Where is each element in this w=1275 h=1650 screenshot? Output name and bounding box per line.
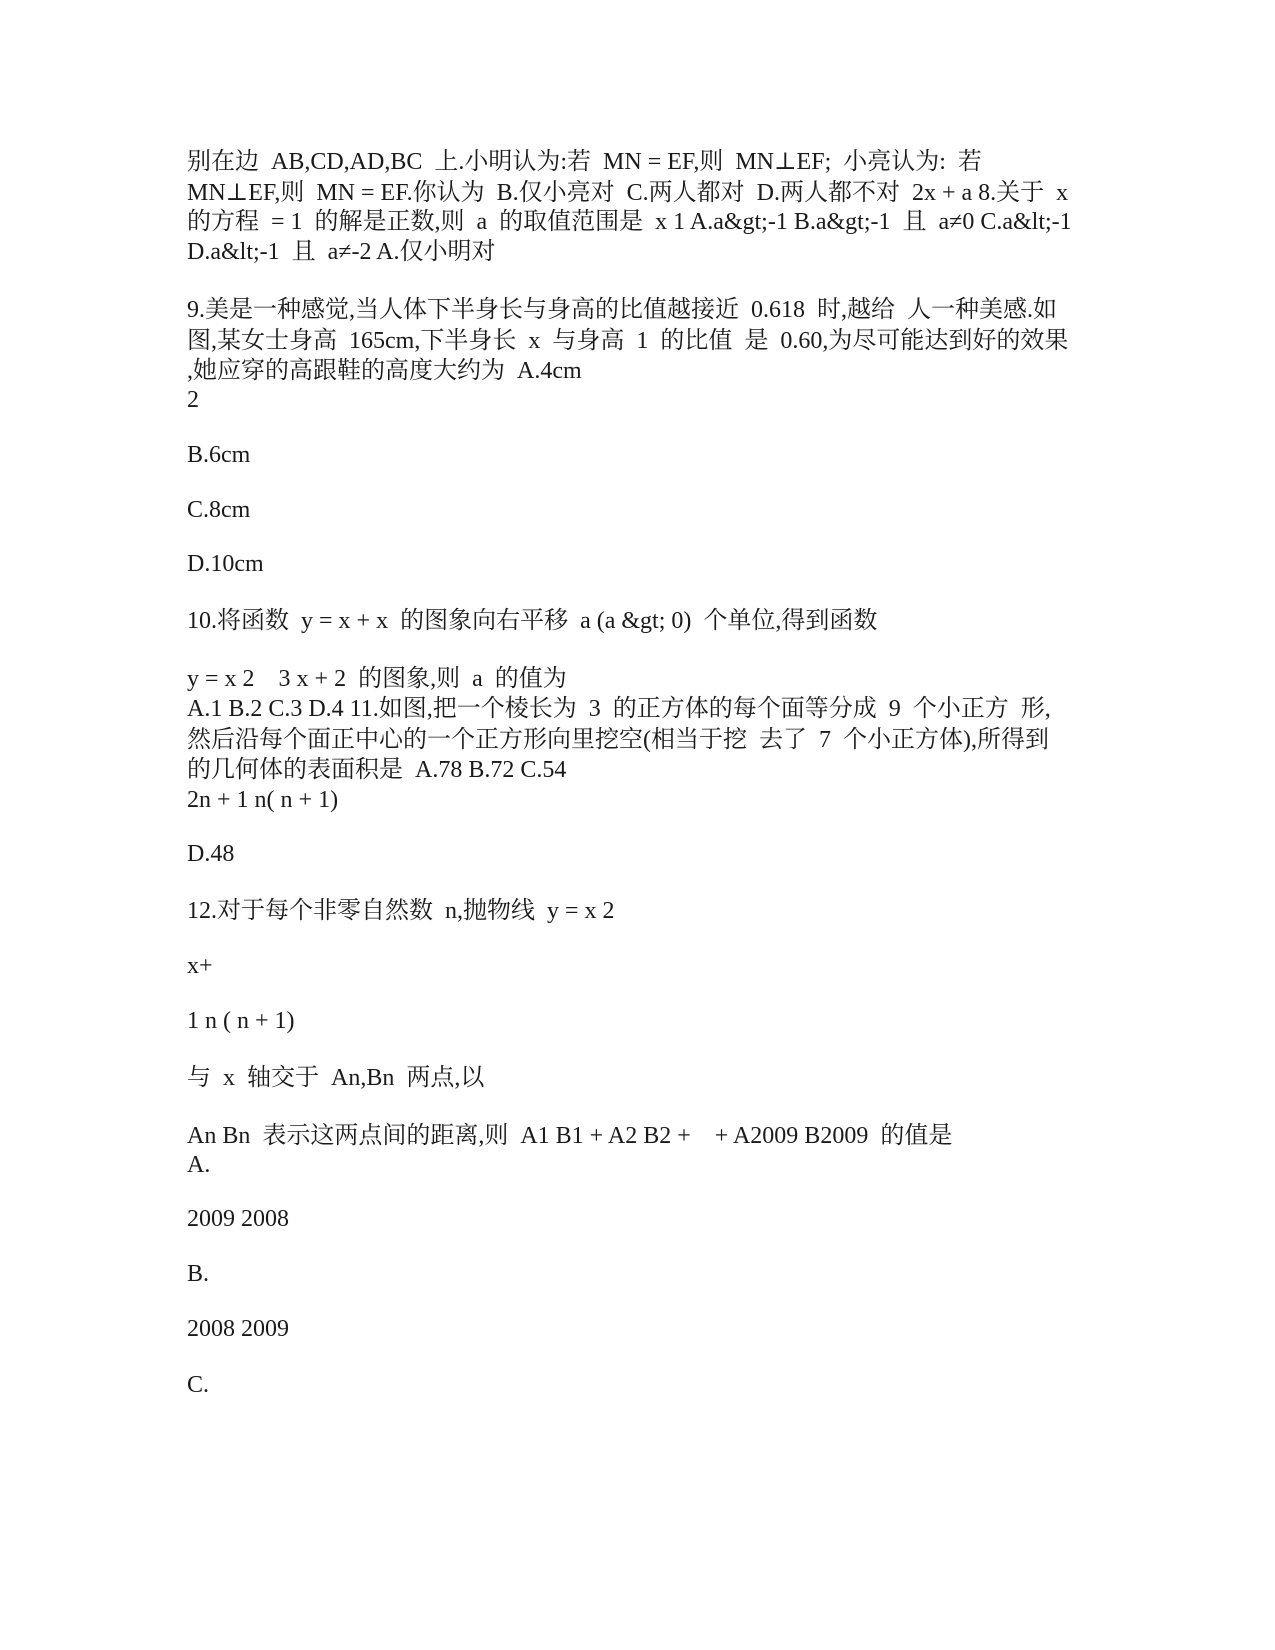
text-line: MN⊥EF,则 MN = EF.你认为 B.仅小亮对 C.两人都对 D.两人都不对 2x + a 8.关于 x (187, 180, 1069, 206)
text-line: 别在边 AB,CD,AD,BC 上.小明认为:若 MN = EF,则 MN⊥EF; 小亮认为: 若 (187, 149, 982, 175)
text-line: 的方程 = 1 的解是正数,则 a 的取值范围是 x 1 A.a&gt;-1 B.a&gt;-1 且 a≠0 C.a&lt;-1 (187, 209, 1072, 235)
text-line: B.6cm (187, 442, 251, 468)
text-line: C. (187, 1372, 210, 1398)
text-line: y = x 2 3 x + 2 的图象,则 a 的值为 (187, 666, 567, 692)
text-line: 然后沿每个面正中心的一个正方形向里挖空(相当于挖 去了 7 个小正方体),所得到 (187, 727, 1049, 753)
text-line: D.48 (187, 841, 235, 867)
text-line: D.a&lt;-1 且 a≠-2 A.仅小明对 (187, 239, 496, 265)
text-line: 的几何体的表面积是 A.78 B.72 C.54 (187, 757, 567, 783)
text-line: D.10cm (187, 551, 264, 577)
text-line: 2n + 1 n( n + 1) (187, 787, 339, 813)
text-line: A.1 B.2 C.3 D.4 11.如图,把一个棱长为 3 的正方体的每个面等分成 9 个小正方 形, (187, 696, 1051, 722)
text-line: A. (187, 1152, 211, 1178)
text-line: 12.对于每个非零自然数 n,抛物线 y = x 2 (187, 898, 615, 924)
text-line: C.8cm (187, 497, 251, 523)
text-line: 10.将函数 y = x + x 的图象向右平移 a (a &gt; 0) 个单位,得到函数 (187, 608, 878, 634)
text-line: B. (187, 1261, 210, 1287)
text-line: 2008 2009 (187, 1316, 289, 1342)
text-line: x+ (187, 953, 213, 979)
text-line: 图,某女士身高 165cm,下半身长 x 与身高 1 的比值 是 0.60,为尽可能达到好的效果 (187, 328, 1069, 354)
text-line: ,她应穿的高跟鞋的高度大约为 A.4cm (187, 358, 582, 384)
text-line: 2 (187, 387, 199, 413)
text-line: 与 x 轴交于 An,Bn 两点,以 (187, 1065, 485, 1091)
text-line: An Bn 表示这两点间的距离,则 A1 B1 + A2 B2 + + A2009 B2009 的值是 (187, 1123, 953, 1149)
text-line: 1 n ( n + 1) (187, 1008, 295, 1034)
text-line: 9.美是一种感觉,当人体下半身长与身高的比值越接近 0.618 时,越给 人一种美感.如 (187, 297, 1057, 323)
text-line: 2009 2008 (187, 1206, 289, 1232)
